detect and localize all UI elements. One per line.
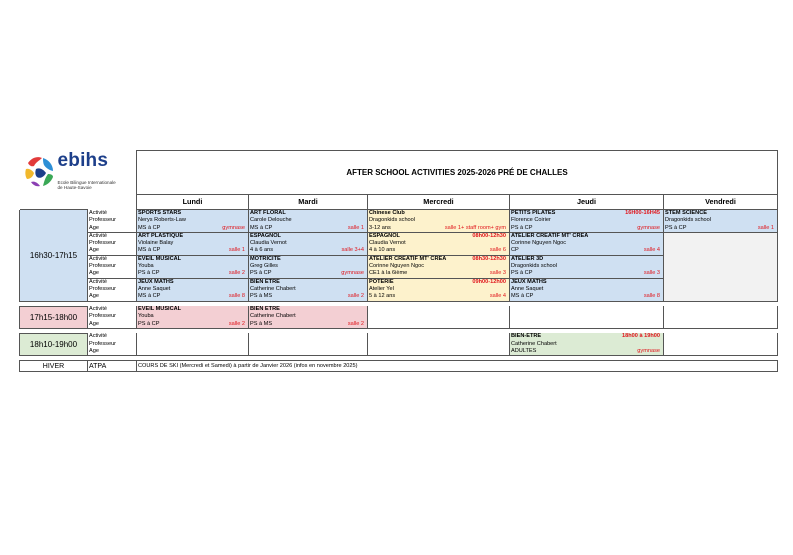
- row-label: Professeur: [88, 286, 137, 293]
- room-label: salle 1: [347, 224, 364, 231]
- activity-name: BIEN-ETRE: [511, 333, 542, 340]
- activity-cell: [249, 240, 368, 247]
- activity-name: Chinese Club: [369, 210, 405, 216]
- activity-cell: [510, 333, 664, 340]
- activity-cell: [249, 286, 368, 293]
- age-range: CP: [511, 247, 519, 254]
- activity-time: [774, 210, 776, 217]
- teacher-name: Corinne Nguyen Ngoc: [511, 240, 567, 247]
- row-label: Age: [88, 270, 137, 278]
- activity-cell: [368, 263, 510, 270]
- teacher-name: Catherine Chabert: [511, 340, 557, 347]
- activity-cell: [249, 278, 368, 286]
- activity-cell: [249, 321, 368, 329]
- winter-label: HIVER: [20, 361, 88, 372]
- activity-time: [364, 256, 366, 263]
- day-header: Mercredi: [368, 195, 510, 210]
- activity-cell: [137, 247, 249, 255]
- activity-name: JEUX MATHS: [138, 278, 174, 285]
- room-label: salle 3: [489, 270, 506, 277]
- activity-name: ART PLASTIQUE: [138, 232, 184, 239]
- activity-cell: [510, 286, 664, 293]
- room-label: salle 4: [643, 247, 660, 254]
- activity-cell: [368, 240, 510, 247]
- activity-time: 08h30-12h30: [472, 255, 506, 262]
- activity-cell: [664, 217, 778, 224]
- activity-time: [660, 233, 662, 240]
- activity-name: BIEN ETRE: [250, 278, 280, 285]
- empty-cell: [137, 333, 249, 340]
- activity-cell: [249, 263, 368, 270]
- age-range: MS à CP: [138, 224, 161, 231]
- row-label: Activité: [88, 333, 137, 340]
- activity-name: ATELIER CREATIF MT' CREA: [511, 232, 589, 239]
- activity-name: SPORTS STARS: [138, 210, 182, 216]
- logo: [20, 151, 137, 195]
- room-label: gymnase: [637, 224, 660, 231]
- activity-name: ART FLORAL: [250, 210, 286, 216]
- activity-cell: [510, 348, 664, 356]
- age-range: PS à MS: [250, 320, 273, 327]
- empty-cell: [137, 348, 249, 356]
- logo-wordmark: ebihs: [57, 150, 109, 171]
- teacher-name: Dragonkids school: [511, 263, 558, 270]
- day-header: Mardi: [249, 195, 368, 210]
- activity-cell: [510, 225, 664, 233]
- activity-cell: [137, 321, 249, 329]
- age-range: MS à CP: [250, 224, 273, 231]
- empty-cell: [368, 333, 510, 340]
- age-range: PS à CP: [511, 224, 533, 231]
- teacher-name: Greg Gilles: [250, 263, 278, 270]
- activity-cell: [368, 278, 510, 286]
- empty-cell: [249, 348, 368, 356]
- activity-cell: [137, 286, 249, 293]
- activity-name: JEUX MATHS: [511, 278, 547, 285]
- activity-time: [245, 233, 247, 240]
- activity-cell: [137, 255, 249, 263]
- empty-cell: [510, 313, 664, 320]
- day-header: Jeudi: [510, 195, 664, 210]
- room-label: salle 6: [489, 247, 506, 254]
- activity-cell: [137, 306, 249, 313]
- activity-cell: [249, 313, 368, 320]
- activity-cell: [368, 232, 510, 240]
- activity-time: 16H00-16H45: [625, 210, 660, 216]
- schedule-table: [19, 150, 778, 372]
- activity-time: [364, 279, 366, 286]
- activity-name: PETITS PILATES: [511, 210, 556, 216]
- row-label: Activité: [88, 306, 137, 313]
- activity-cell: [510, 232, 664, 240]
- activity-cell: [510, 217, 664, 224]
- row-label: Age: [88, 247, 137, 255]
- room-label: salle 3+4: [341, 247, 364, 254]
- empty-cell: [664, 313, 778, 320]
- activity-name: EVEIL MUSICAL: [138, 306, 182, 313]
- activity-cell: [137, 232, 249, 240]
- time-slot-label: 18h10-19h00: [20, 333, 88, 355]
- activity-cell: [368, 286, 510, 293]
- day-header: Lundi: [137, 195, 249, 210]
- activity-cell: [368, 217, 510, 224]
- row-label: Professeur: [88, 341, 137, 348]
- activity-cell: [368, 255, 510, 263]
- empty-cell: [664, 348, 778, 356]
- row-label: Activité: [88, 210, 137, 218]
- activity-cell: [249, 210, 368, 218]
- teacher-name: Claudia Vernot: [250, 240, 287, 247]
- row-label: Professeur: [88, 313, 137, 320]
- schedule-sheet: [19, 150, 777, 372]
- room-label: salle 8: [228, 293, 245, 300]
- activity-cell: [137, 313, 249, 320]
- room-label: salle 2: [228, 320, 245, 327]
- room-label: salle 2: [347, 320, 364, 327]
- activity-cell: [510, 293, 664, 301]
- row-label: Activité: [88, 255, 137, 263]
- empty-cell: [664, 321, 778, 329]
- age-range: MS à CP: [138, 293, 161, 300]
- activity-time: 09h00-12h00: [472, 278, 506, 285]
- globe-icon: [22, 153, 56, 189]
- activity-cell: [249, 270, 368, 278]
- activity-cell: [137, 270, 249, 278]
- age-range: PS à CP: [250, 270, 272, 277]
- empty-cell: [664, 333, 778, 340]
- activity-cell: [249, 247, 368, 255]
- activity-cell: [510, 341, 664, 348]
- age-range: 5 à 12 ans: [369, 293, 396, 300]
- teacher-name: Carole Delouche: [250, 217, 292, 224]
- room-label: salle 1: [228, 247, 245, 254]
- activity-cell: [368, 210, 510, 218]
- age-range: PS à CP: [511, 270, 533, 277]
- empty-cell: [368, 348, 510, 356]
- row-label: Professeur: [88, 263, 137, 270]
- activity-name: STEM SCIENCE: [665, 210, 707, 216]
- activity-name: MOTRICITE: [250, 255, 281, 262]
- activity-cell: [137, 217, 249, 224]
- age-range: CE1 à la 6ième: [369, 270, 408, 277]
- row-label: Professeur: [88, 240, 137, 247]
- row-label: Professeur: [88, 217, 137, 224]
- page-title: AFTER SCHOOL ACTIVITIES 2025-2026 PRÉ DE CHALLES: [137, 151, 778, 195]
- activity-cell: [368, 225, 510, 233]
- row-label: Age: [88, 348, 137, 356]
- age-range: PS à CP: [138, 320, 160, 327]
- age-range: PS à MS: [250, 293, 273, 300]
- time-slot-label: 16h30-17h15: [20, 210, 88, 302]
- activity-cell: [249, 255, 368, 263]
- day-header: Vendredi: [664, 195, 778, 210]
- row-label: Age: [88, 321, 137, 329]
- activity-time: [506, 210, 508, 217]
- activity-cell: [137, 263, 249, 270]
- activity-time: [364, 306, 366, 313]
- empty-cell: [137, 341, 249, 348]
- winter-activity: COURS DE SKI (Mercredi et Samedi) à partir de Janvier 2026 (infos en novembre 2025): [137, 361, 778, 372]
- activity-name: EVEIL MUSICAL: [138, 255, 182, 262]
- activity-time: [245, 256, 247, 263]
- room-label: salle 2: [347, 293, 364, 300]
- activity-cell: [368, 270, 510, 278]
- age-range: MS à CP: [138, 247, 161, 254]
- activity-name: ESPAGNOL: [250, 232, 281, 239]
- activity-time: [245, 306, 247, 313]
- winter-code: ATPA: [88, 361, 137, 372]
- activity-name: BIEN ETRE: [250, 306, 280, 313]
- empty-cell: [368, 313, 510, 320]
- activity-cell: [664, 210, 778, 218]
- teacher-name: Violaine Balay: [138, 240, 174, 247]
- teacher-name: Corinne Nguyen Ngoc: [369, 263, 425, 270]
- teacher-name: Florence Coirier: [511, 217, 551, 224]
- empty-cell: [368, 321, 510, 329]
- activity-cell: [249, 217, 368, 224]
- empty-cell: [368, 341, 510, 348]
- age-range: PS à CP: [665, 224, 687, 231]
- row-label: Age: [88, 293, 137, 301]
- teacher-name: Youba: [138, 313, 154, 320]
- teacher-name: Anne Saquet: [511, 285, 544, 292]
- activity-time: 18h00 à 19h00: [622, 333, 660, 340]
- activity-cell: [368, 247, 510, 255]
- activity-cell: [137, 278, 249, 286]
- row-label: Activité: [88, 232, 137, 240]
- room-label: gymnase: [222, 224, 245, 231]
- empty-cell: [510, 306, 664, 313]
- activity-cell: [249, 225, 368, 233]
- activity-cell: [510, 247, 664, 255]
- empty-cell: [368, 306, 510, 313]
- empty-cell: [664, 232, 778, 301]
- activity-cell: [368, 293, 510, 301]
- empty-cell: [510, 321, 664, 329]
- activity-time: [245, 210, 247, 217]
- age-range: 3-12 ans: [369, 224, 391, 231]
- teacher-name: Dragonkids school: [665, 217, 712, 224]
- activity-time: [364, 210, 366, 217]
- activity-cell: [137, 210, 249, 218]
- activity-cell: [510, 210, 664, 218]
- room-label: salle 2: [228, 270, 245, 277]
- logo-subtitle: Ecole Bilingue Internationale de Haute-Savoie: [57, 179, 116, 190]
- activity-name: ESPAGNOL: [369, 232, 400, 239]
- row-label: Activité: [88, 278, 137, 286]
- activity-cell: [249, 232, 368, 240]
- activity-cell: [664, 225, 778, 233]
- teacher-name: Claudia Vernot: [369, 240, 406, 247]
- teacher-name: Dragonkids school: [369, 217, 416, 224]
- teacher-name: Nerys Roberts-Law: [138, 217, 186, 224]
- activity-name: ATELIER 3D: [511, 255, 544, 262]
- teacher-name: Youba: [138, 263, 154, 270]
- age-range: ADULTES: [511, 348, 537, 355]
- empty-cell: [249, 333, 368, 340]
- room-label: salle 1: [757, 224, 775, 231]
- activity-time: 08h00-12h30: [472, 232, 506, 239]
- empty-cell: [664, 306, 778, 313]
- activity-time: [364, 233, 366, 240]
- teacher-name: Catherine Chabert: [250, 285, 296, 292]
- activity-cell: [249, 293, 368, 301]
- activity-cell: [137, 225, 249, 233]
- activity-cell: [137, 293, 249, 301]
- activity-name: POTERIE: [369, 278, 394, 285]
- activity-cell: [510, 240, 664, 247]
- room-label: gymnase: [637, 348, 660, 355]
- activity-time: [660, 279, 662, 286]
- activity-cell: [249, 306, 368, 313]
- activity-name: ATELIER CREATIF MT' CREA: [369, 255, 447, 262]
- activity-cell: [510, 270, 664, 278]
- room-label: salle 4: [489, 293, 506, 300]
- teacher-name: Atelier Yel: [369, 285, 394, 292]
- activity-cell: [510, 263, 664, 270]
- time-slot-label: 17h15-18h00: [20, 306, 88, 328]
- room-label: gymnase: [341, 270, 364, 277]
- empty-cell: [249, 341, 368, 348]
- activity-time: [660, 256, 662, 263]
- age-range: PS à CP: [138, 270, 160, 277]
- room-label: salle 1+ staff room+ gym: [444, 224, 506, 231]
- teacher-name: Catherine Chabert: [250, 313, 296, 320]
- age-range: MS à CP: [511, 293, 534, 300]
- row-label: Age: [88, 225, 137, 233]
- age-range: 4 à 10 ans: [369, 247, 396, 254]
- activity-cell: [510, 255, 664, 263]
- activity-cell: [510, 278, 664, 286]
- activity-cell: [137, 240, 249, 247]
- room-label: salle 3: [643, 270, 660, 277]
- room-label: salle 8: [643, 293, 660, 300]
- activity-time: [245, 279, 247, 286]
- age-range: 4 à 6 ans: [250, 247, 274, 254]
- teacher-name: Anne Saquet: [138, 285, 171, 292]
- empty-cell: [664, 341, 778, 348]
